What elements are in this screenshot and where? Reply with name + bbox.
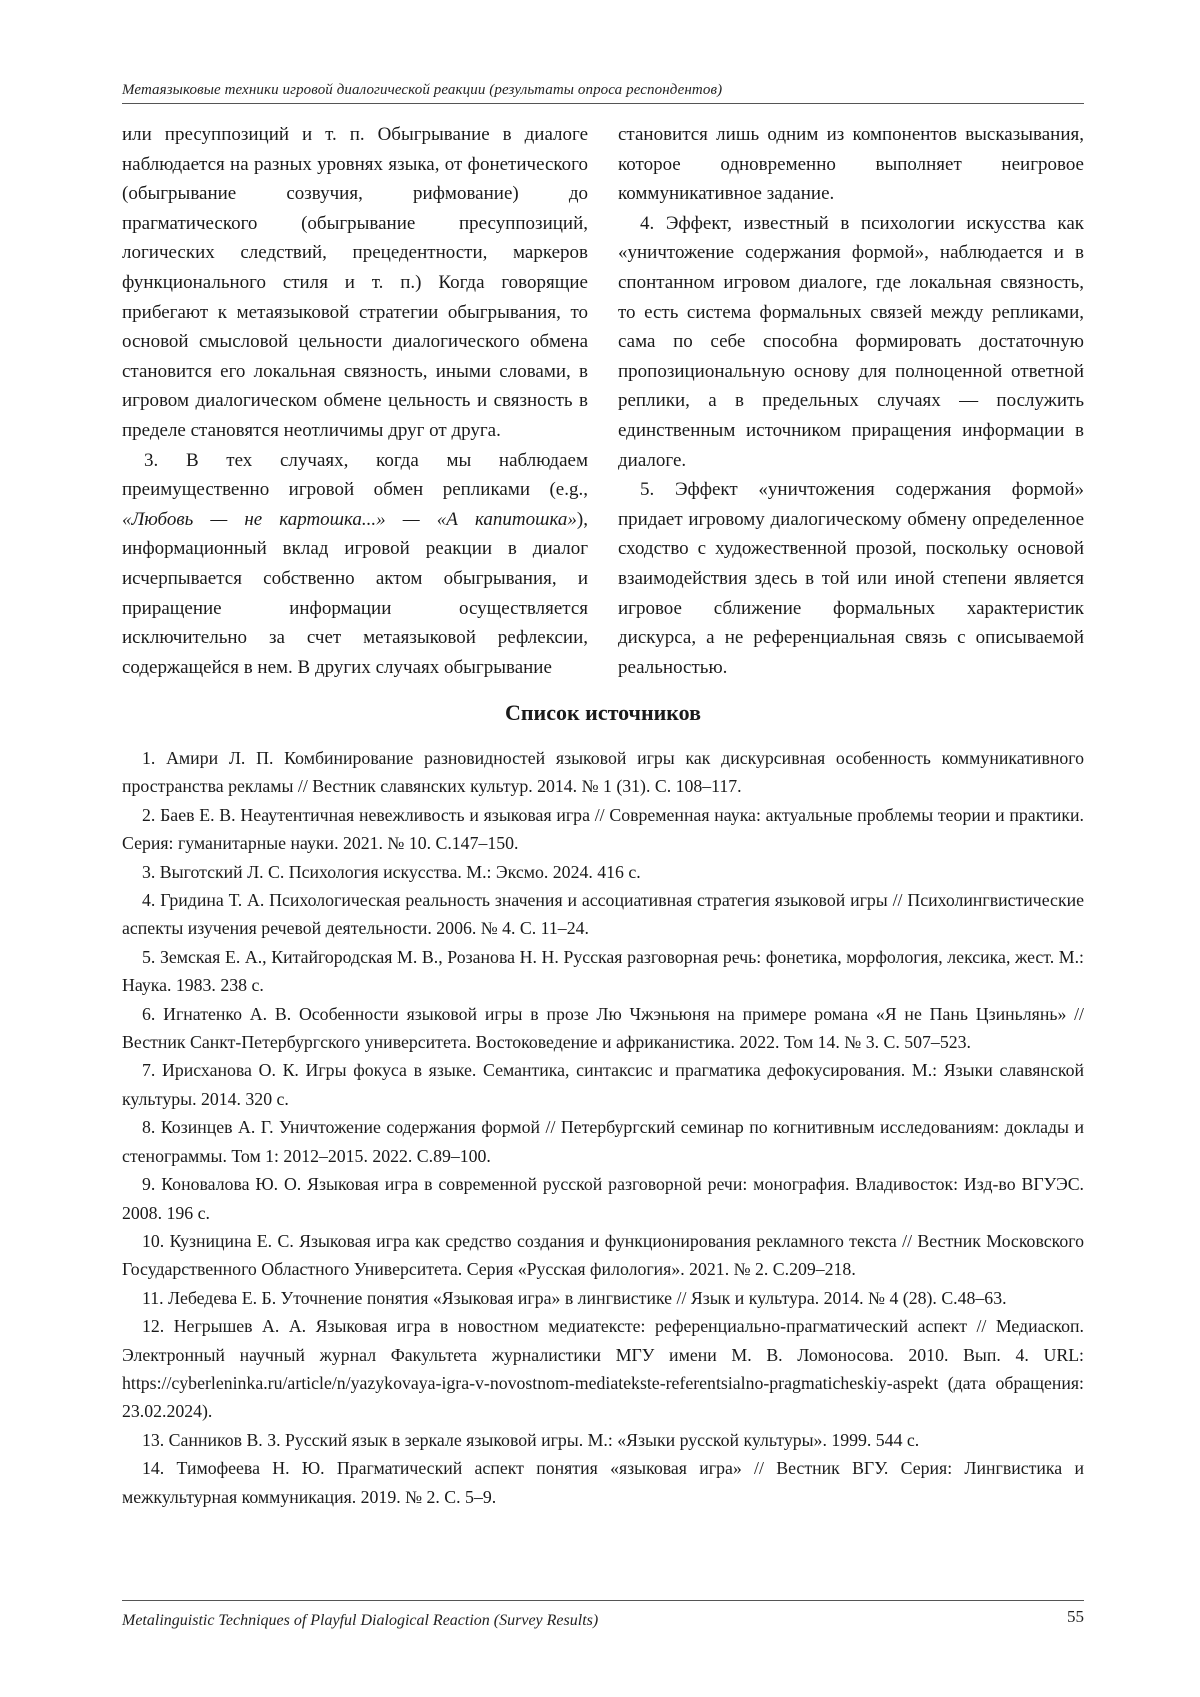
left-paragraph-2-start: 3. В тех случаях, когда мы наблюдаем преимущественно игровой обмен репликами (e.g., bbox=[122, 449, 588, 501]
reference-item: 13. Санников В. З. Русский язык в зеркале языковой игры. М.: «Языки русской культуры». 1999. 544 с. bbox=[142, 1429, 920, 1450]
page-number: 55 bbox=[1067, 1607, 1084, 1626]
header-rule bbox=[122, 103, 1084, 104]
running-footer: Metalinguistic Techniques of Playful Dialogical Reaction (Survey Results) bbox=[122, 1612, 599, 1629]
reference-item: 11. Лебедева Е. Б. Уточнение понятия «Языковая игра» в лингвистике // Язык и культура. 2014. № 4 (28). С.48–63. bbox=[142, 1287, 1007, 1308]
reference-item: 4. Гридина Т. А. Психологическая реальность значения и ассоциативная стратегия языковой игры // Психолингвистические аспекты изучения речевой деятельности. 2006. № 4. С. 11–24. bbox=[122, 890, 1084, 939]
reference-item: 6. Игнатенко А. В. Особенности языковой игры в прозе Лю Чжэньюня на примере романа «Я не Пань Цзиньлянь» // Вестник Санкт-Петербургского университета. Востоковедение и африканистика. 2022. Том 14. № 3. С. 507–523. bbox=[122, 1003, 1084, 1053]
reference-item: 7. Ирисханова О. К. Игры фокуса в языке. Семантика, синтаксис и прагматика дефокусирования. М.: Языки славянской культуры. 2014. 320 с. bbox=[122, 1060, 1084, 1109]
reference-item: 12. Негрышев А. А. Языковая игра в новостном медиатексте: референциально-прагматический аспект // Медиаскоп. Электронный научный журнал Факультета журналистики МГУ имени М. В. Ломоносова. 2010. Вып. 4. URL: https://cyberleninka.ru/article/n/yazykovaya-igra-v-novostnom-mediatekste-referentsialno-pragmaticheskiy-aspekt (дата обращения: 23.02.2024). bbox=[122, 1316, 1084, 1422]
reference-item: 5. Земская Е. А., Китайгородская М. В., Розанова Н. Н. Русская разговорная речь: фонетика, морфология, лексика, жест. М.: Наука. 1983. 238 с. bbox=[122, 946, 1084, 996]
reference-item: 8. Козинцев А. Г. Уничтожение содержания формой // Петербургский семинар по когнитивным исследованиям: доклады и стенограммы. Том 1: 2012–2015. 2022. С.89–100. bbox=[122, 1117, 1084, 1166]
footer-rule bbox=[122, 1600, 1084, 1601]
running-header: Метаязыковые техники игровой диалогической реакции (результаты опроса респондентов) bbox=[122, 82, 723, 98]
right-paragraph-2: 4. Эффект, известный в психологии искусства как «уничтожение содержания формой», наблюдается и в спонтанном игровом диалоге, где локальная связность, то есть система формальных связей между репликами, сама по себе способна формировать достаточную пропозициональную основу для полноценной ответной реплики, а в предельных случаях — послужить единственным источником приращения информации в диалоге. bbox=[618, 212, 1084, 471]
right-paragraph-3: 5. Эффект «уничтожения содержания формой» придает игровому диалогическому обмену определенное сходство с художественной прозой, поскольку основой взаимодействия здесь в той или иной степени является игровое сближение формальных характеристик дискурса, а не референциальная связь с описываемой реальностью. bbox=[618, 479, 1084, 678]
reference-item: 10. Кузницина Е. С. Языковая игра как средство создания и функционирования рекламного текста // Вестник Московского Государственного Областного Университета. Серия «Русская филология». 2021. № 2. С.209–218. bbox=[122, 1230, 1084, 1280]
right-column bbox=[618, 120, 1084, 682]
left-paragraph-1: или пресуппозиций и т. п. Обыгрывание в диалоге наблюдается на разных уровнях языка, от фонетического (обыгрывание созвучия, рифмование) до прагматического (обыгрывание пресуппозиций, логических следствий, прецедентности, маркеров функционального стиля и т. п.) Когда говорящие прибегают к метаязыковой стратегии обыгрывания, то основой смысловой цельности диалогического обмена становится его локальная связность, иными словами, в игровом диалогическом обмене цельность и связность в пределе становятся неотличимы друг от друга. bbox=[122, 124, 588, 441]
left-paragraph-2 bbox=[122, 446, 588, 683]
right-paragraph-1: становится лишь одним из компонентов высказывания, которое одновременно выполняет неигровое коммуникативное задание. bbox=[618, 124, 1084, 205]
reference-item: 3. Выготский Л. С. Психология искусства. М.: Эксмо. 2024. 416 с. bbox=[142, 861, 641, 882]
left-paragraph-2-rest: ), информационный вклад игровой реакции в диалог исчерпывается собственно актом обыгрывания, и приращение информации осуществляется исключительно за счет метаязыковой рефлексии, содержащейся в нем. В других случаях обыгрывание bbox=[122, 508, 588, 678]
references-list bbox=[122, 744, 1084, 1511]
references-title: Список источников bbox=[504, 700, 702, 725]
reference-item: 2. Баев Е. В. Неаутентичная невежливость и языковая игра // Современная наука: актуальные проблемы теории и практики. Серия: гуманитарные науки. 2021. № 10. С.147–150. bbox=[122, 804, 1084, 854]
reference-item: 1. Амири Л. П. Комбинирование разновидностей языковой игры как дискурсивная особенность коммуникативного пространства рекламы // Вестник славянских культур. 2014. № 1 (31). С. 108–117. bbox=[122, 748, 1084, 797]
left-column bbox=[122, 120, 588, 682]
body-columns bbox=[122, 120, 1084, 682]
reference-item: 14. Тимофеева Н. Ю. Прагматический аспект понятия «языковая игра» // Вестник ВГУ. Серия: Лингвистика и межкультурная коммуникация. 2019. № 2. С. 5–9. bbox=[122, 1458, 1084, 1507]
example-quote: «Любовь — не картошка...» — «А капитошка» bbox=[122, 508, 577, 530]
reference-item: 9. Коновалова Ю. О. Языковая игра в современной русской разговорной речи: монография. Владивосток: Изд-во ВГУЭС. 2008. 196 с. bbox=[122, 1174, 1084, 1223]
